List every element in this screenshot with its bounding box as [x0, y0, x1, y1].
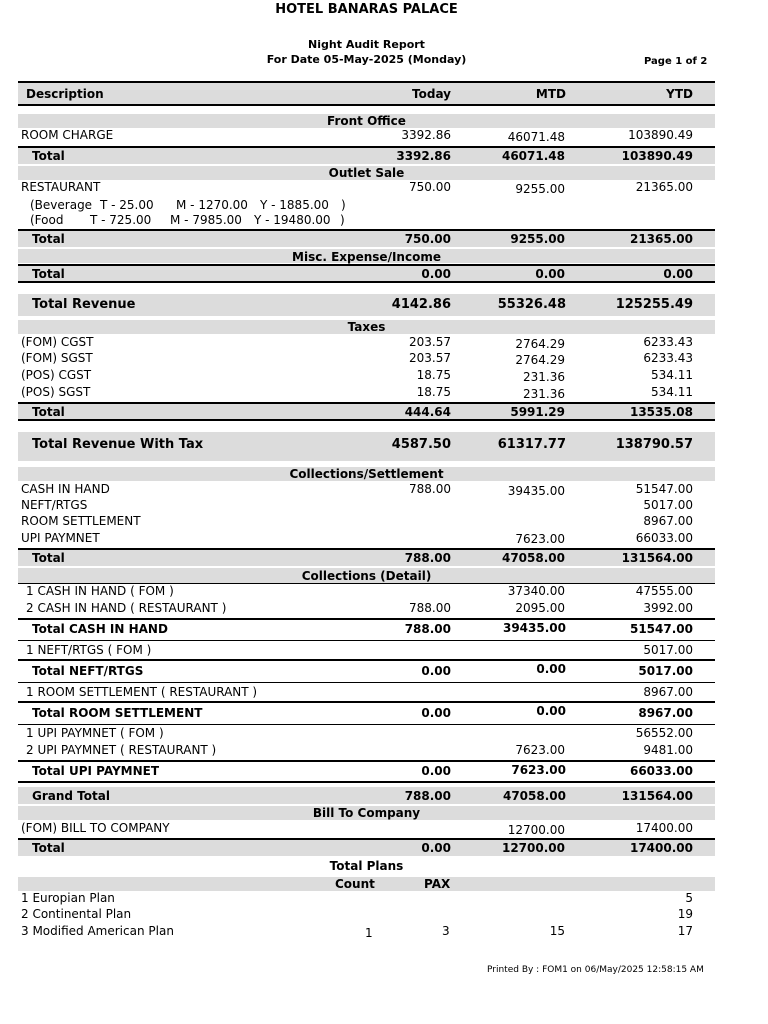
plans-pax-header: PAX: [424, 877, 451, 891]
total-revenue-label: Total Revenue: [32, 297, 136, 312]
row-ytd: 21365.00: [635, 180, 693, 194]
row-today: 18.75: [416, 368, 451, 382]
total-mtd: 5991.29: [510, 405, 565, 419]
detail-total-ytd: 66033.00: [629, 764, 693, 778]
detail-ytd: 3992.00: [643, 601, 693, 615]
detail-total-today: 0.00: [421, 764, 451, 778]
row-today: 788.00: [409, 482, 451, 496]
row-ytd: 51547.00: [635, 482, 693, 496]
total-mtd: 12700.00: [501, 841, 565, 855]
total-label: Total: [32, 267, 65, 281]
divider: [18, 81, 715, 83]
grand-total-mtd: 47058.00: [502, 789, 566, 803]
col-description: Description: [26, 87, 104, 101]
detail-ytd: 47555.00: [635, 584, 693, 598]
detail-label: 1 UPI PAYMNET ( FOM ): [26, 726, 164, 740]
row-today: 750.00: [409, 180, 451, 194]
divider: [18, 682, 715, 683]
divider: [18, 760, 715, 762]
detail-label: 1 CASH IN HAND ( FOM ): [26, 584, 174, 598]
row-mtd: 2764.29: [515, 337, 565, 351]
total-ytd: 21365.00: [629, 232, 693, 246]
plan-pax: 3: [442, 924, 450, 938]
row-ytd: 17400.00: [635, 821, 693, 835]
row-label: (POS) CGST: [21, 368, 92, 382]
detail-mtd: 2095.00: [515, 601, 565, 615]
section-title-misc: Misc. Expense/Income: [292, 250, 441, 264]
row-label: RESTAURANT: [21, 180, 101, 194]
detail-mtd: 37340.00: [507, 584, 565, 598]
detail-total-label: Total NEFT/RTGS: [32, 664, 144, 678]
row-mtd: 46071.48: [507, 130, 565, 144]
detail-total-mtd: 0.00: [536, 704, 566, 718]
section-title-taxes: Taxes: [347, 320, 386, 334]
section-title-collections-detail: Collections (Detail): [301, 569, 432, 583]
detail-label: 1 ROOM SETTLEMENT ( RESTAURANT ): [26, 685, 258, 699]
row-ytd: 6233.43: [643, 335, 693, 349]
detail-label: 2 UPI PAYMNET ( RESTAURANT ): [26, 743, 217, 757]
total-today: 750.00: [404, 232, 451, 246]
plan-ytd: 19: [677, 907, 693, 921]
row-mtd: 231.36: [523, 370, 565, 384]
section-title-outlet-sale: Outlet Sale: [328, 166, 405, 180]
total-label: Total: [32, 841, 65, 855]
row-label: UPI PAYMNET: [21, 531, 100, 545]
section-title-collections: Collections/Settlement: [289, 467, 444, 481]
col-today: Today: [412, 87, 451, 101]
total-label: Total: [32, 405, 65, 419]
row-mtd: 2764.29: [515, 353, 565, 367]
detail-total-label: Total ROOM SETTLEMENT: [32, 706, 203, 720]
row-ytd: 534.11: [651, 368, 693, 382]
detail-total-today: 0.00: [421, 664, 451, 678]
section-title-plans: Total Plans: [329, 859, 404, 873]
section-title-front-office: Front Office: [327, 114, 406, 128]
divider: [18, 104, 715, 106]
row-ytd: 534.11: [651, 385, 693, 399]
plan-label: 1 Europian Plan: [21, 891, 115, 905]
printed-by: Printed By : FOM1 on 06/May/2025 12:58:15 AM: [487, 965, 704, 975]
breakdown-today: T - 725.00: [90, 213, 152, 227]
row-label: CASH IN HAND: [21, 482, 110, 496]
total-today: 0.00: [421, 267, 451, 281]
total-mtd: 47058.00: [501, 551, 565, 565]
total-revenue-tax-today: 4587.50: [391, 437, 451, 452]
row-label: NEFT/RTGS: [21, 498, 88, 512]
row-mtd: 7623.00: [515, 532, 565, 546]
hotel-name: HOTEL BANARAS PALACE: [275, 2, 458, 17]
breakdown-close: ): [341, 198, 346, 212]
divider: [18, 281, 715, 283]
total-ytd: 17400.00: [629, 841, 693, 855]
grand-total-ytd: 131564.00: [621, 789, 693, 803]
total-revenue-tax-mtd: 61317.77: [497, 437, 566, 452]
total-today: 3392.86: [396, 149, 451, 163]
total-today: 444.64: [404, 405, 451, 419]
detail-total-mtd: 39435.00: [502, 621, 566, 635]
row-mtd: 39435.00: [507, 484, 565, 498]
plan-label: 3 Modified American Plan: [21, 924, 174, 938]
detail-total-ytd: 8967.00: [638, 706, 693, 720]
total-revenue-tax-ytd: 138790.57: [615, 437, 693, 452]
row-today: 18.75: [416, 385, 451, 399]
total-label: Total: [32, 551, 65, 565]
total-mtd: 46071.48: [501, 149, 565, 163]
page-number: Page 1 of 2: [644, 56, 708, 67]
divider: [18, 724, 715, 725]
row-today: 203.57: [409, 351, 451, 365]
total-revenue-mtd: 55326.48: [497, 297, 566, 312]
divider: [18, 640, 715, 641]
section-title-bill-to-company: Bill To Company: [312, 806, 421, 820]
breakdown-ytd: Y - 1885.00: [260, 198, 329, 212]
detail-total-ytd: 5017.00: [638, 664, 693, 678]
detail-label: 2 CASH IN HAND ( RESTAURANT ): [26, 601, 227, 615]
breakdown-open: (Food: [30, 213, 64, 227]
report-date: For Date 05-May-2025 (Monday): [266, 53, 467, 66]
detail-total-label: Total UPI PAYMNET: [32, 764, 160, 778]
total-label: Total: [32, 232, 65, 246]
plan-ytd: 17: [677, 924, 693, 938]
breakdown-open: (Beverage: [30, 198, 93, 212]
row-label: ROOM CHARGE: [21, 128, 114, 142]
row-mtd: 231.36: [523, 387, 565, 401]
detail-ytd: 56552.00: [635, 726, 693, 740]
plan-label: 2 Continental Plan: [21, 907, 132, 921]
detail-total-mtd: 7623.00: [511, 763, 566, 777]
breakdown-mtd: M - 7985.00: [170, 213, 242, 227]
col-ytd: YTD: [666, 87, 693, 101]
grand-total-label: Grand Total: [32, 789, 110, 803]
total-mtd: 0.00: [535, 267, 565, 281]
row-ytd: 6233.43: [643, 351, 693, 365]
row-label: (FOM) SGST: [21, 351, 93, 365]
detail-total-ytd: 51547.00: [629, 622, 693, 636]
total-revenue-ytd: 125255.49: [615, 297, 693, 312]
row-label: (POS) SGST: [21, 385, 91, 399]
breakdown-ytd: Y - 19480.00: [254, 213, 331, 227]
total-revenue-tax-label: Total Revenue With Tax: [32, 437, 204, 452]
row-ytd: 66033.00: [635, 531, 693, 545]
breakdown-close: ): [340, 213, 345, 227]
detail-today: 788.00: [409, 601, 451, 615]
total-ytd: 131564.00: [621, 551, 693, 565]
row-mtd: 9255.00: [515, 182, 565, 196]
row-mtd: 12700.00: [507, 823, 565, 837]
row-label: (FOM) BILL TO COMPANY: [21, 821, 170, 835]
total-today: 788.00: [404, 551, 451, 565]
plans-count-header: Count: [335, 877, 375, 891]
plan-count: 1: [365, 926, 373, 940]
detail-total-today: 0.00: [421, 706, 451, 720]
detail-ytd: 8967.00: [643, 685, 693, 699]
detail-label: 1 NEFT/RTGS ( FOM ): [26, 643, 152, 657]
detail-total-mtd: 0.00: [536, 662, 566, 676]
row-ytd: 103890.49: [628, 128, 693, 142]
total-today: 0.00: [421, 841, 451, 855]
plan-mtd: 15: [549, 924, 565, 938]
total-ytd: 0.00: [663, 267, 693, 281]
divider: [18, 781, 715, 783]
divider: [18, 701, 715, 703]
report-title: Night Audit Report: [308, 38, 425, 51]
row-label: (FOM) CGST: [21, 335, 94, 349]
row-ytd: 5017.00: [643, 498, 693, 512]
detail-ytd: 9481.00: [643, 743, 693, 757]
row-today: 3392.86: [401, 128, 451, 142]
total-ytd: 13535.08: [629, 405, 693, 419]
breakdown-today: T - 25.00: [100, 198, 154, 212]
total-ytd: 103890.49: [621, 149, 693, 163]
detail-total-today: 788.00: [404, 622, 451, 636]
divider: [18, 419, 715, 421]
total-mtd: 9255.00: [510, 232, 565, 246]
total-revenue-today: 4142.86: [391, 297, 451, 312]
detail-total-label: Total CASH IN HAND: [32, 622, 168, 636]
row-ytd: 8967.00: [643, 514, 693, 528]
total-label: Total: [32, 149, 65, 163]
detail-mtd: 7623.00: [515, 743, 565, 757]
divider: [18, 618, 715, 620]
breakdown-mtd: M - 1270.00: [176, 198, 248, 212]
row-label: ROOM SETTLEMENT: [21, 514, 141, 528]
col-mtd: MTD: [535, 87, 566, 101]
divider: [18, 659, 715, 661]
grand-total-today: 788.00: [404, 789, 451, 803]
plan-ytd: 5: [685, 891, 693, 905]
detail-ytd: 5017.00: [643, 643, 693, 657]
row-today: 203.57: [409, 335, 451, 349]
